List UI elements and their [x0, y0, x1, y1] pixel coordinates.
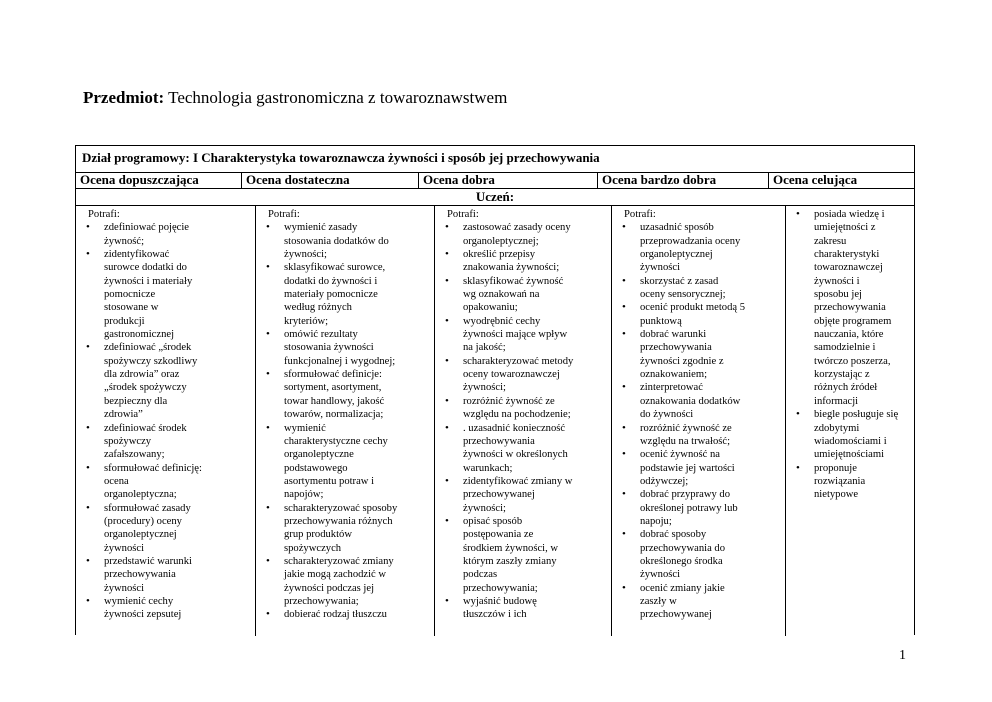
- requirement-line: przechowywania;: [463, 582, 538, 594]
- requirement-line: • sklasyfikować żywność: [463, 275, 564, 287]
- requirement-line: żywności zgodnie z: [640, 355, 724, 367]
- requirement-line: żywności i: [814, 275, 860, 287]
- requirement-line: towaroznawczej: [814, 262, 883, 274]
- requirement-line: organoleptycznej;: [463, 235, 539, 247]
- requirement-line: • zidentyfikować: [104, 249, 170, 261]
- requirement-line: przechowywania: [640, 342, 712, 354]
- requirement-item: [435, 248, 611, 275]
- requirement-item: [612, 448, 785, 488]
- requirement-line: wg oznakowań na: [463, 289, 540, 301]
- requirement-line: towarów, normalizacja;: [284, 409, 384, 421]
- requirement-line: jakie mogą zachodzić w: [284, 569, 387, 581]
- page-number: 1: [899, 648, 906, 663]
- header-dostateczna: Ocena dostateczna: [246, 172, 350, 187]
- requirement-line: • ocenić zmiany jakie: [640, 582, 725, 594]
- requirement-item: [435, 422, 611, 475]
- requirements-table: [75, 145, 915, 635]
- requirement-line: postępowania ze: [463, 529, 534, 541]
- requirement-line: • proponuje: [814, 462, 857, 474]
- requirement-item: [76, 341, 255, 421]
- requirement-line: przechowywania: [814, 302, 886, 314]
- requirement-line: towar handlowy, jakość: [284, 395, 385, 407]
- requirement-line: organoleptyczna;: [104, 489, 177, 501]
- section-title: Dział programowy: I Charakterystyka towaroznawcza żywności i sposób jej przechowywania: [76, 146, 914, 173]
- requirement-line: • zidentyfikować zmiany w: [463, 475, 573, 487]
- requirement-line: przechowywania do: [640, 542, 726, 554]
- requirement-line: • wymienić zasady: [284, 222, 358, 234]
- requirement-line: • opisać sposób: [463, 515, 523, 527]
- requirement-line: zdobytymi: [814, 422, 860, 434]
- student-label: Uczeń:: [76, 189, 914, 206]
- potrafi-label: Potrafi:: [447, 209, 479, 220]
- column-bardzo-dobra: [612, 208, 785, 622]
- requirement-item: [435, 275, 611, 315]
- requirement-line: twórczo poszerza,: [814, 355, 891, 367]
- requirement-line: podstawowego: [284, 462, 348, 474]
- requirement-line: różnych źródeł: [814, 382, 878, 394]
- requirement-line: napojów;: [284, 489, 324, 501]
- requirement-item: [435, 221, 611, 248]
- requirement-line: • sformułować definicje:: [284, 369, 382, 381]
- requirement-list: [435, 221, 611, 621]
- requirement-line: warunkach;: [463, 462, 513, 474]
- requirement-line: punktową: [640, 315, 682, 327]
- requirement-line: • dobrać przyprawy do: [640, 489, 731, 501]
- requirement-line: spożywczych: [284, 542, 342, 554]
- requirement-line: oznakowaniem;: [640, 369, 708, 381]
- column-celujaca: [786, 208, 916, 502]
- divider: [241, 173, 242, 189]
- requirement-line: stosowania dodatków do: [284, 235, 389, 247]
- requirement-line: żywności;: [284, 249, 327, 261]
- divider: [418, 173, 419, 189]
- requirement-item: [612, 221, 785, 274]
- header-dopuszczajaca: Ocena dopuszczająca: [80, 172, 199, 187]
- requirement-line: kryteriów;: [284, 315, 329, 327]
- requirement-line: • sformułować definicję:: [104, 462, 202, 474]
- requirement-line: • sklasyfikować surowce,: [284, 262, 386, 274]
- requirement-line: dodatki do żywności i: [284, 275, 378, 287]
- requirement-line: • ocenić żywność na: [640, 449, 721, 461]
- requirement-item: [786, 462, 916, 502]
- requirement-line: materiały pomocnicze: [284, 289, 378, 301]
- requirement-line: odżywczej;: [640, 475, 689, 487]
- requirement-list: [786, 208, 916, 502]
- column-dostateczna: [256, 208, 434, 622]
- requirement-line: • określić przepisy: [463, 249, 536, 261]
- requirement-line: znakowania żywności;: [463, 262, 560, 274]
- requirement-line: względu na trwałość;: [640, 435, 731, 447]
- requirement-line: tłuszczów i ich: [463, 609, 527, 621]
- divider: [768, 173, 769, 189]
- requirement-line: żywności;: [463, 502, 506, 514]
- requirement-line: objęte programem: [814, 315, 892, 327]
- requirement-line: • wyodrębnić cechy: [463, 315, 541, 327]
- requirement-item: [76, 248, 255, 341]
- requirement-item: [76, 422, 255, 462]
- requirement-line: żywności zepsutej: [104, 609, 182, 621]
- divider: [597, 173, 598, 189]
- requirement-line: podstawie jej wartości: [640, 462, 735, 474]
- requirement-line: organoleptycznej: [640, 249, 713, 261]
- requirement-line: • scharakteryzować metody: [463, 355, 574, 367]
- requirement-line: spożywczy szkodliwy: [104, 355, 198, 367]
- requirement-list: [76, 221, 255, 621]
- potrafi-label: Potrafi:: [624, 209, 656, 220]
- requirement-line: • skorzystać z zasad: [640, 275, 719, 287]
- requirement-list: [612, 221, 785, 621]
- requirement-line: środkiem żywności, w: [463, 542, 559, 554]
- requirement-line: „środek spożywczy: [104, 382, 187, 394]
- subject-label: Przedmiot:: [83, 88, 165, 107]
- requirement-item: [435, 595, 611, 622]
- requirement-item: [786, 208, 916, 408]
- requirement-line: informacji: [814, 395, 859, 407]
- grade-header-row: [76, 173, 914, 189]
- requirement-item: [612, 301, 785, 328]
- requirement-line: • posiada wiedzę i: [814, 209, 885, 220]
- requirement-line: • dobierać rodzaj tłuszczu: [284, 609, 387, 621]
- header-celujaca: Ocena celująca: [773, 172, 858, 187]
- requirement-item: [256, 422, 434, 502]
- requirement-item: [256, 261, 434, 328]
- requirement-line: organoleptyczne: [284, 449, 354, 461]
- requirement-line: • dobrać sposoby: [640, 529, 707, 541]
- requirement-line: według różnych: [284, 302, 352, 314]
- requirement-line: przechowywania: [104, 569, 176, 581]
- requirement-line: określonego środka: [640, 555, 723, 567]
- requirement-item: [76, 462, 255, 502]
- requirement-line: • biegle posługuje się: [814, 409, 899, 421]
- requirement-item: [76, 555, 255, 595]
- requirement-item: [786, 408, 916, 461]
- requirement-line: którym zaszły zmiany: [463, 555, 557, 567]
- requirement-line: • rozróżnić żywność ze: [463, 395, 555, 407]
- requirement-line: napoju;: [640, 515, 672, 527]
- requirement-line: nauczania, które: [814, 329, 884, 341]
- requirement-item: [612, 275, 785, 302]
- requirement-item: [256, 328, 434, 368]
- requirement-item: [76, 595, 255, 622]
- requirement-item: [256, 502, 434, 555]
- requirement-line: żywności: [640, 569, 681, 581]
- requirement-item: [612, 528, 785, 581]
- requirement-line: • rozróżnić żywność ze: [640, 422, 732, 434]
- requirement-line: żywności;: [463, 382, 506, 394]
- requirement-item: [435, 355, 611, 395]
- requirement-line: surowce dodatki do: [104, 262, 187, 274]
- requirement-line: żywność;: [104, 235, 145, 247]
- requirement-line: • dobrać warunki: [640, 329, 707, 341]
- requirement-line: pomocnicze: [104, 289, 156, 301]
- requirement-item: [612, 328, 785, 381]
- requirement-line: spożywczy: [104, 435, 152, 447]
- requirement-line: • zastosować zasady oceny: [463, 222, 571, 234]
- requirement-line: podczas: [463, 569, 498, 581]
- requirement-line: • wymienić cechy: [104, 595, 174, 607]
- subject-value: Technologia gastronomiczna z towaroznawstwem: [168, 88, 508, 107]
- requirement-item: [256, 221, 434, 261]
- requirement-line: rozwiązania: [814, 475, 866, 487]
- subject-line: [83, 88, 507, 108]
- potrafi-label: Potrafi:: [268, 209, 300, 220]
- requirement-line: zdrowia”: [104, 409, 143, 421]
- requirement-item: [612, 381, 785, 421]
- requirement-list: [256, 221, 434, 621]
- requirement-line: samodzielnie i: [814, 342, 876, 354]
- requirement-line: asortymentu potraw i: [284, 475, 375, 487]
- requirement-line: żywności i materiały: [104, 275, 193, 287]
- requirement-line: przeprowadzania oceny: [640, 235, 741, 247]
- requirement-item: [76, 221, 255, 248]
- requirement-item: [256, 555, 434, 608]
- requirement-line: • zdefiniować „środek: [104, 342, 192, 354]
- requirement-line: zakresu: [814, 235, 847, 247]
- requirement-item: [435, 315, 611, 355]
- requirement-line: do żywności: [640, 409, 694, 421]
- requirement-line: oznakowania dodatków: [640, 395, 741, 407]
- requirement-line: żywności: [104, 542, 145, 554]
- requirement-line: dla zdrowia” oraz: [104, 369, 180, 381]
- requirement-line: sposobu jej: [814, 289, 862, 301]
- requirement-line: umiejętnościami: [814, 449, 885, 461]
- requirement-line: żywności podczas jej: [284, 582, 375, 594]
- requirement-line: na jakość;: [463, 342, 506, 354]
- requirement-line: organoleptycznej: [104, 529, 177, 541]
- requirement-line: względu na pochodzenie;: [463, 409, 571, 421]
- requirement-line: przechowywanej: [640, 609, 712, 621]
- column-dobra: [435, 208, 611, 622]
- potrafi-label: Potrafi:: [88, 209, 120, 220]
- requirement-line: oceny sensorycznej;: [640, 289, 726, 301]
- requirement-item: [76, 502, 255, 555]
- requirement-line: przechowywania;: [284, 595, 359, 607]
- requirement-line: opakowaniu;: [463, 302, 518, 314]
- requirement-line: • przedstawić warunki: [104, 555, 192, 567]
- requirement-line: przechowywania różnych: [284, 515, 393, 527]
- requirement-line: umiejętności z: [814, 222, 876, 234]
- requirement-line: żywności: [104, 582, 145, 594]
- requirement-item: [256, 608, 434, 621]
- requirement-line: • wymienić: [284, 422, 326, 434]
- requirement-line: określonej potrawy lub: [640, 502, 738, 514]
- requirement-line: charakterystyczne cechy: [284, 435, 388, 447]
- requirement-item: [435, 395, 611, 422]
- requirement-line: ocena: [104, 475, 129, 487]
- requirement-item: [256, 368, 434, 421]
- requirement-line: funkcjonalnej i wygodnej;: [284, 355, 396, 367]
- requirement-line: zafałszowany;: [104, 449, 165, 461]
- requirement-line: • wyjaśnić budowę: [463, 595, 537, 607]
- requirement-line: produkcji: [104, 315, 145, 327]
- requirement-line: • ocenić produkt metodą 5: [640, 302, 746, 314]
- requirement-line: grup produktów: [284, 529, 352, 541]
- requirement-line: (procedury) oceny: [104, 515, 182, 527]
- requirement-line: charakterystyki: [814, 249, 880, 261]
- requirement-line: oceny towaroznawczej: [463, 369, 560, 381]
- requirement-item: [612, 422, 785, 449]
- requirement-item: [435, 515, 611, 595]
- header-dobra: Ocena dobra: [423, 172, 495, 187]
- header-bardzo-dobra: Ocena bardzo dobra: [602, 172, 717, 187]
- requirement-line: • uzasadnić sposób: [640, 222, 714, 234]
- requirement-line: • scharakteryzować zmiany: [284, 555, 394, 567]
- requirement-line: • zinterpretować: [640, 382, 703, 394]
- requirement-line: zaszły w: [640, 595, 677, 607]
- requirement-line: żywności w określonych: [463, 449, 568, 461]
- requirement-item: [612, 488, 785, 528]
- requirement-line: sortyment, asortyment,: [284, 382, 382, 394]
- requirement-line: bezpieczny dla: [104, 395, 168, 407]
- requirement-line: korzystając z: [814, 369, 870, 381]
- requirement-line: • zdefiniować pojęcie: [104, 222, 189, 234]
- requirement-item: [435, 475, 611, 515]
- requirement-line: przechowywanej: [463, 489, 535, 501]
- requirement-line: • . uzasadnić konieczność: [463, 422, 566, 434]
- requirement-line: żywności mające wpływ: [463, 329, 568, 341]
- requirement-line: • scharakteryzować sposoby: [284, 502, 398, 514]
- requirement-item: [612, 582, 785, 622]
- requirement-line: żywności: [640, 262, 681, 274]
- requirement-line: stosowane w: [104, 302, 159, 314]
- requirement-line: gastronomicznej: [104, 329, 175, 341]
- requirement-line: nietypowe: [814, 489, 859, 501]
- requirement-line: wiadomościami i: [814, 435, 887, 447]
- requirement-line: • sformułować zasady: [104, 502, 191, 514]
- requirement-line: przechowywania: [463, 435, 535, 447]
- column-dopuszczajaca: [76, 208, 255, 622]
- requirement-line: • zdefiniować środek: [104, 422, 187, 434]
- requirement-line: • omówić rezultaty: [284, 329, 358, 341]
- requirement-line: stosowania żywności: [284, 342, 374, 354]
